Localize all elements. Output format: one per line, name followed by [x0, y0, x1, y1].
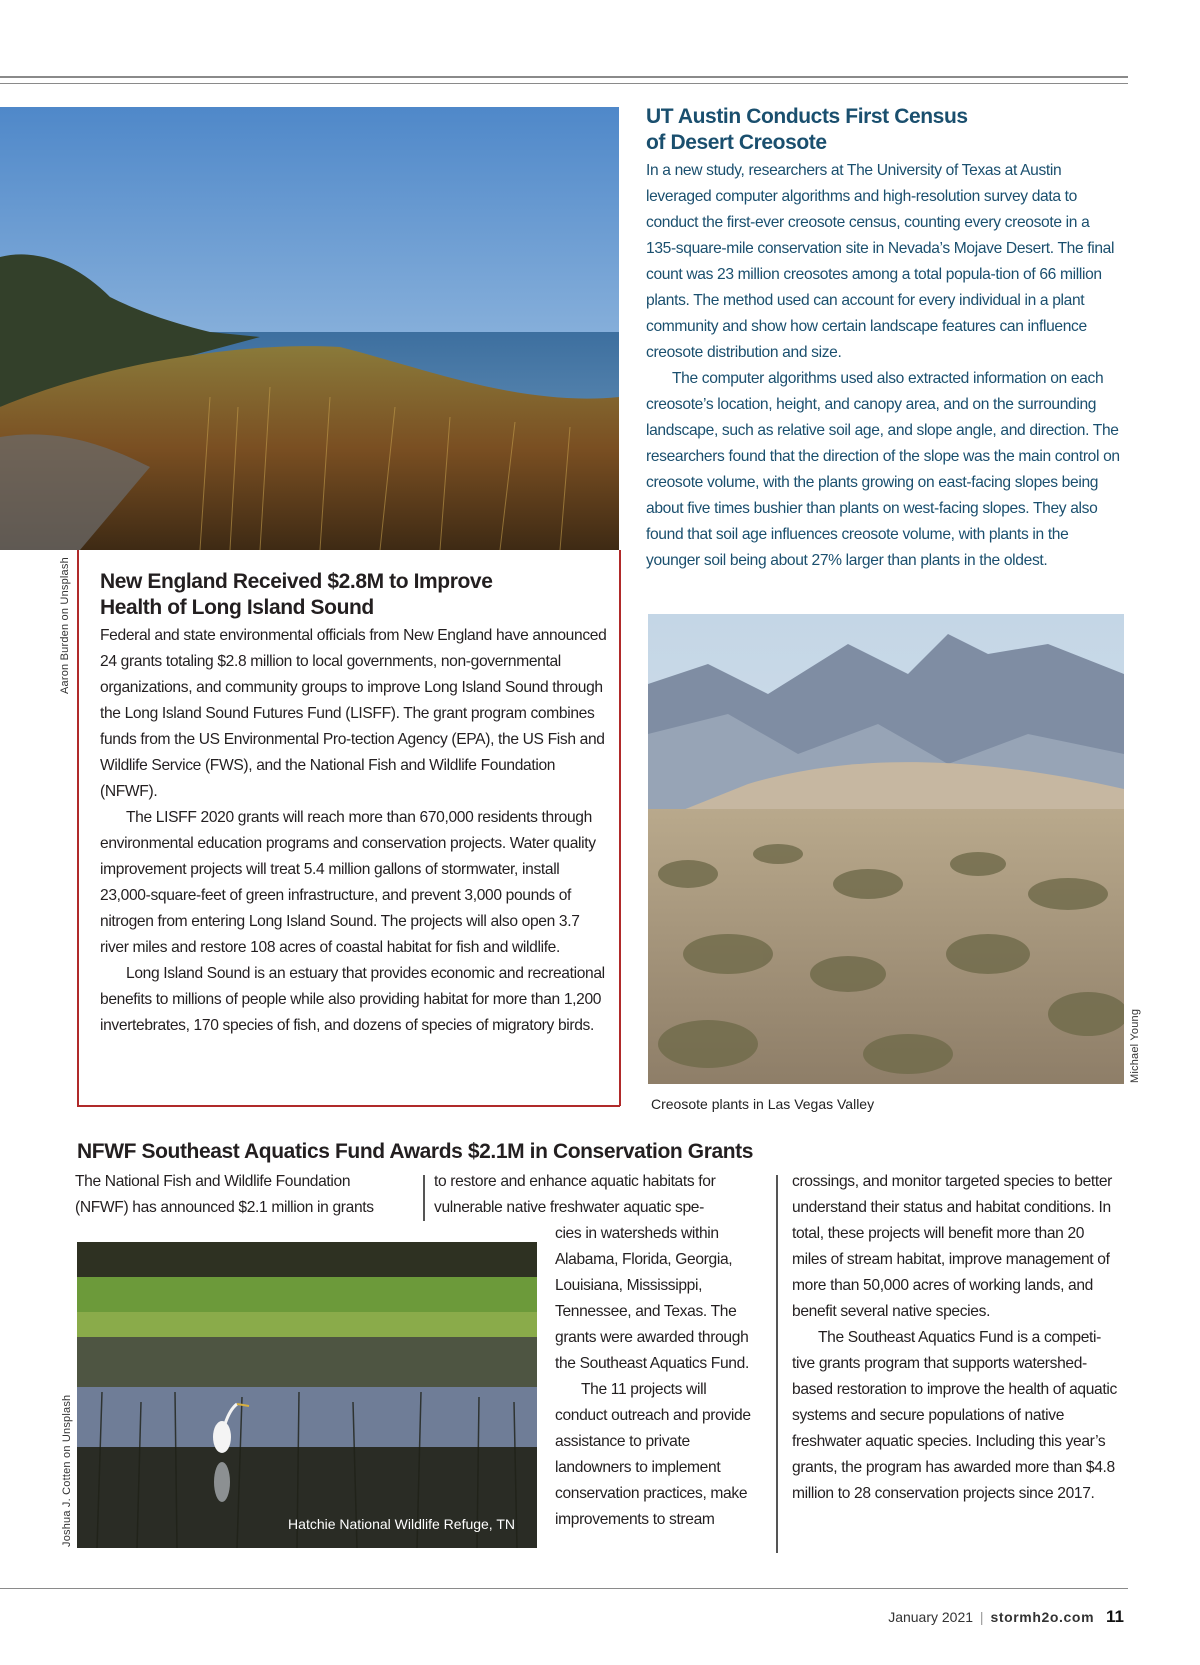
ut-title-line1: UT Austin Conducts First Census	[646, 105, 968, 128]
nfwf-col2-line2: vulnerable native freshwater aquatic spe-	[434, 1199, 704, 1216]
nfwf-col1-line1: The National Fish and Wildlife Foundation	[75, 1173, 351, 1190]
nfwf-col1-intro	[75, 1169, 415, 1221]
footer-separator: |	[979, 1609, 984, 1625]
ne-title-line1: New England Received $2.8M to Improve	[100, 570, 493, 593]
photo-caption: Hatchie National Wildlife Refuge, TN	[288, 1516, 515, 1532]
nfwf-col2-intro	[434, 1169, 774, 1221]
nfwf-col2-paragraph-1: cies in watersheds within Alabama, Florida, Georgia, Louisiana, Mississippi, Tennessee, and Texas. The grants were awarded through the Southeast Aquatics Fund.	[555, 1225, 749, 1372]
ne-article-title	[100, 569, 610, 621]
article-box-right-border	[619, 550, 621, 1106]
article-box-left-border	[77, 550, 79, 1106]
ne-title-line2: Health of Long Island Sound	[100, 596, 374, 619]
coastal-marsh-photo	[0, 107, 619, 550]
nfwf-col3-body	[792, 1169, 1122, 1507]
article-box-bottom-border	[77, 1105, 620, 1107]
photo-credit: Michael Young	[1129, 1008, 1141, 1083]
photo-caption: Creosote plants in Las Vegas Valley	[651, 1096, 875, 1112]
ut-paragraph-1: In a new study, researchers at The University of Texas at Austin leveraged computer algorithms and high-resolution survey data to conduct the first-ever creosote census, counting every creosote in a 135-square-mile conservation site in Nevada’s Mojave Desert. The final count was 23 million creosotes among a total popula-tion of 66 million plants. The method used can account for every individual in a plant community and show how certain landscape features can influence creosote distribution and size.	[646, 162, 1115, 361]
photo-credit: Joshua J. Cotten on Unsplash	[61, 1394, 73, 1547]
nfwf-article-title: NFWF Southeast Aquatics Fund Awards $2.1M in Conservation Grants	[77, 1140, 754, 1163]
column-divider	[423, 1175, 425, 1221]
ut-title-line2: of Desert Creosote	[646, 131, 827, 154]
ut-article-body	[646, 158, 1122, 574]
page-footer	[888, 1607, 1124, 1627]
nfwf-col3-paragraph-2: The Southeast Aquatics Fund is a competi-tive grants program that supports watershed-based restoration to improve the health of aquatic systems and secure populations of native freshwater aquatic species. Including this year’s grants, the program has awarded more than $4.8 million to 28 conservation projects since 2017.	[792, 1329, 1117, 1502]
bottom-rule	[0, 1588, 1128, 1589]
footer-date: January 2021	[888, 1609, 974, 1625]
nfwf-col3-paragraph-1: crossings, and monitor targeted species to better understand their status and habitat conditions. In total, these projects will benefit more than 20 miles of stream habitat, improve management of more than 50,000 acres of working lands, and benefit several native species.	[792, 1173, 1113, 1320]
page-number: 11	[1106, 1607, 1124, 1626]
ut-paragraph-2: The computer algorithms used also extracted information on each creosote’s location, height, and canopy area, and on the surrounding landscape, such as relative soil age, and slope angle, and direction. The researchers found that the direction of the slope was the main control on creosote volume, with the plants growing on east-facing slopes being about five times bushier than plants on west-facing slopes. They also found that soil age influences creosote volume, with plants in the younger soil being about 27% larger than plants in the oldest.	[646, 370, 1120, 569]
top-rule	[0, 76, 1128, 78]
nfwf-col2-line1: to restore and enhance aquatic habitats for	[434, 1173, 716, 1190]
nfwf-col1-line2: (NFWF) has announced $2.1 million in grants	[75, 1199, 374, 1216]
column-divider	[776, 1175, 778, 1553]
ne-paragraph-1: Federal and state environmental officials from New England have announced 24 grants totaling $2.8 million to local governments, non-governmental organizations, and community groups to improve Long Island Sound through the Long Island Sound Futures Fund (LISFF). The grant program combines funds from the US Environmental Pro-tection Agency (EPA), the US Fish and Wildlife Service (FWS), and the National Fish and Wildlife Foundation (NFWF).	[100, 627, 607, 800]
ne-paragraph-3: Long Island Sound is an estuary that provides economic and recreational benefits to millions of people while also providing habitat for more than 1,200 invertebrates, 170 species of fish, and dozens of species of migratory birds.	[100, 965, 605, 1034]
ut-article-title	[646, 104, 1106, 156]
ne-paragraph-2: The LISFF 2020 grants will reach more than 670,000 residents through environmental education programs and conservation projects. Water quality improvement projects will treat 5.4 million gallons of stormwater, install 23,000-square-feet of green infrastructure, and prevent 3,000 pounds of nitrogen from entering Long Island Sound. The projects will also open 3.7 river miles and restore 108 acres of coastal habitat for fish and wildlife.	[100, 809, 596, 956]
footer-site[interactable]: stormh2o.com	[990, 1609, 1095, 1625]
desert-creosote-photo	[648, 614, 1124, 1084]
top-rule-thin	[0, 83, 1128, 84]
nfwf-col2-paragraph-2: The 11 projects will conduct outreach and provide assistance to private landowners to implement conservation practices, make improvements to stream	[555, 1381, 751, 1528]
photo-credit: Aaron Burden on Unsplash	[59, 557, 71, 694]
ne-article-body	[100, 623, 610, 1039]
nfwf-col2-body	[555, 1221, 755, 1533]
wildlife-refuge-photo	[77, 1242, 537, 1548]
